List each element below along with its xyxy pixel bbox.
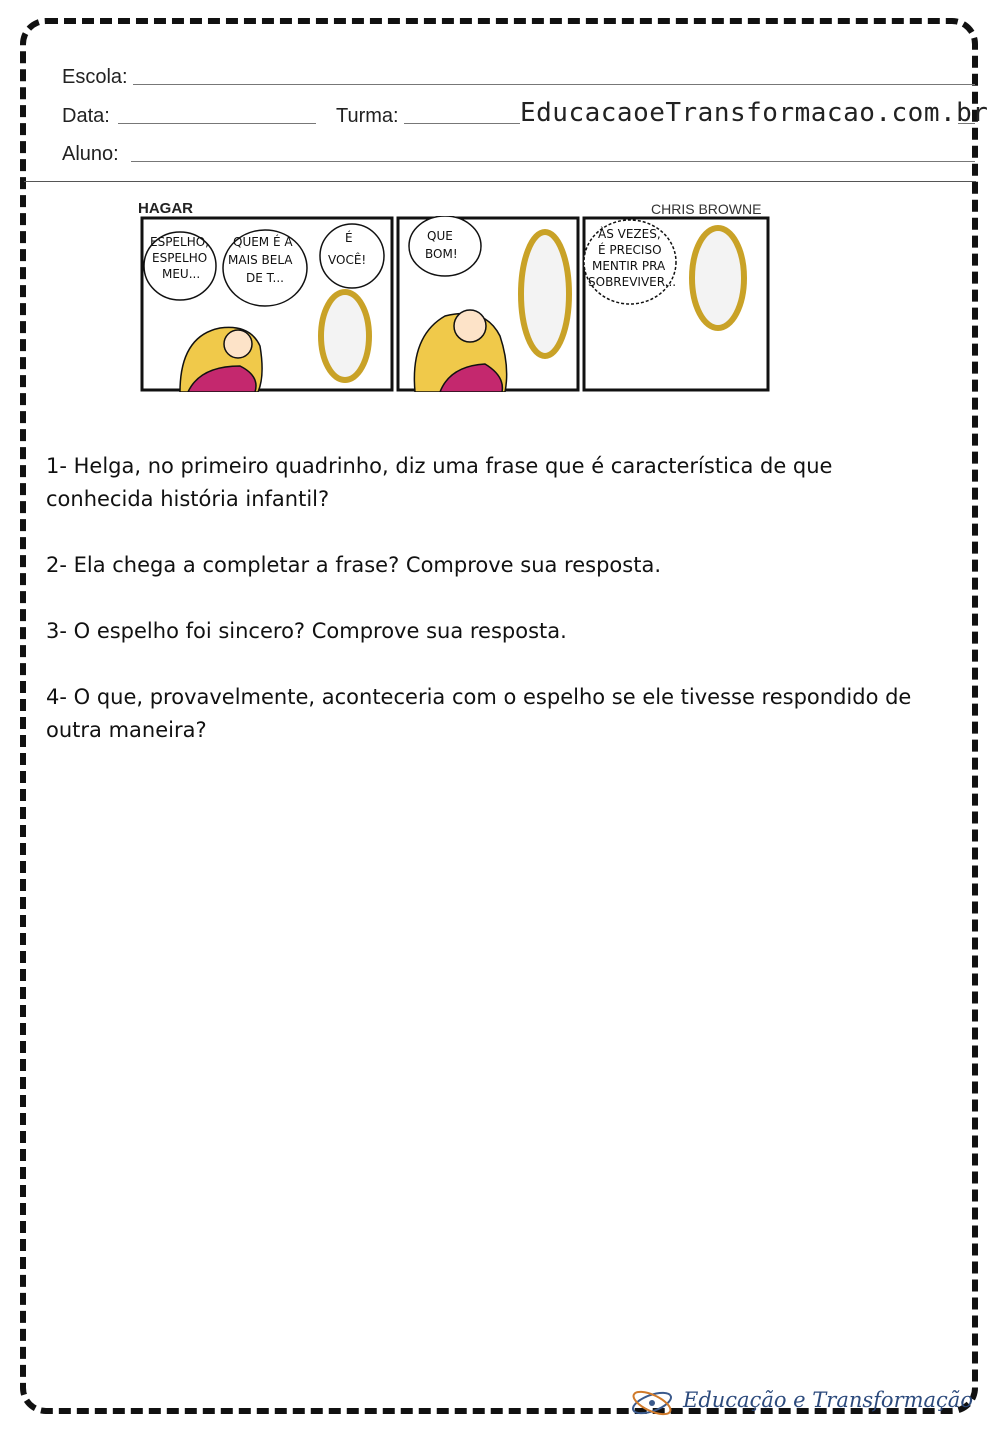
panel1-text-2: ESPELHO <box>152 251 208 265</box>
footer-brand: Educação e Transformação <box>683 1388 973 1412</box>
atom-logo-icon <box>628 1386 676 1420</box>
panel2-text-1: QUE <box>427 229 453 243</box>
question-2: 2- Ela chega a completar a frase? Comprove sua resposta. <box>46 553 661 577</box>
panel1c-text-1: É <box>345 231 353 245</box>
panel3-text-4: SOBREVIVER... <box>588 275 677 289</box>
school-label: Escola: <box>62 66 128 88</box>
date-field[interactable] <box>118 123 316 124</box>
question-list <box>46 450 946 780</box>
panel2-text-2: BOM! <box>425 247 458 261</box>
panel3-text-2: É PRECISO <box>598 243 662 257</box>
date-label: Data: <box>62 105 110 127</box>
class-label: Turma: <box>336 105 399 127</box>
panel1c-text-2: VOCÊ! <box>328 253 367 267</box>
site-watermark: EducacaoeTransformacao.com.br <box>520 98 989 128</box>
comic-strip <box>140 216 770 392</box>
comic-author: CHRIS BROWNE <box>651 201 762 217</box>
panel3-text-3: MENTIR PRA <box>592 259 666 273</box>
student-field[interactable] <box>131 161 975 162</box>
panel1b-text-3: DE T... <box>246 271 284 285</box>
comic-title: HAGAR <box>138 200 193 217</box>
question-4: 4- O que, provavelmente, aconteceria com o espelho se ele tivesse respondido de outra maneira? <box>46 685 912 742</box>
panel1b-text-2: MAIS BELA <box>228 253 293 267</box>
comic-panel-2 <box>398 216 578 392</box>
class-field[interactable] <box>404 123 520 124</box>
school-field[interactable] <box>133 84 975 85</box>
header-divider <box>24 181 976 182</box>
question-3: 3- O espelho foi sincero? Comprove sua resposta. <box>46 619 567 643</box>
student-label: Aluno: <box>62 143 119 165</box>
panel1b-text-1: QUEM É A <box>233 235 293 249</box>
panel1-text-1: ESPELHO, <box>150 235 209 249</box>
question-1: 1- Helga, no primeiro quadrinho, diz uma frase que é característica de que conhecida história infantil? <box>46 454 833 511</box>
panel1-text-3: MEU... <box>162 267 201 281</box>
panel3-text-1: ÀS VEZES, <box>598 227 661 241</box>
